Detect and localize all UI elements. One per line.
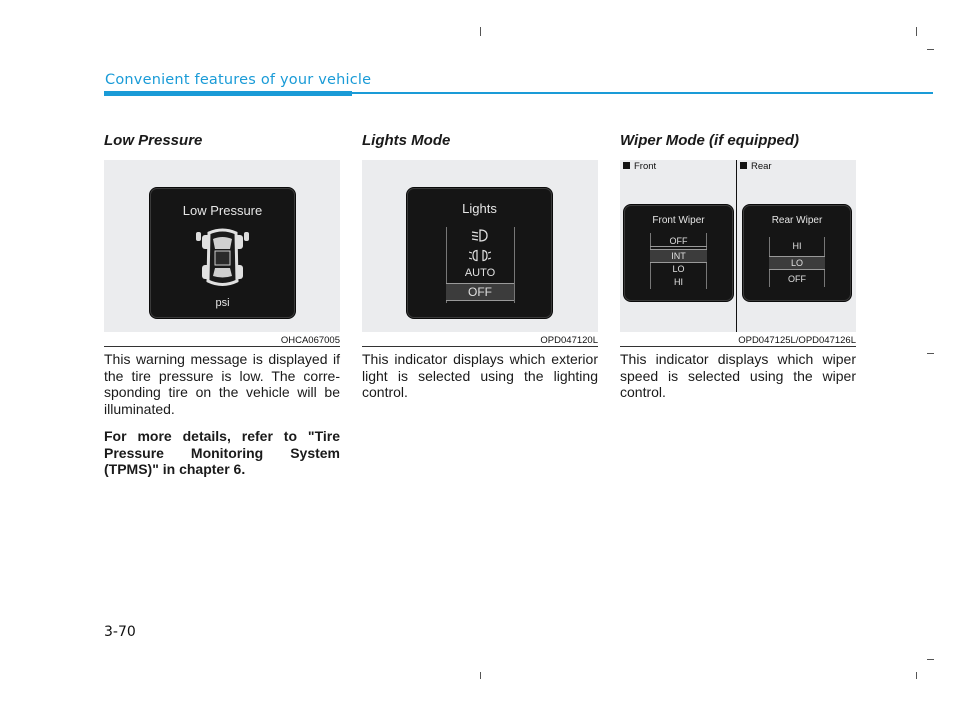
lights-option-off: OFF: [446, 283, 514, 301]
lights-panel-title: Lights: [462, 201, 497, 216]
legend-rear-label: Rear: [751, 161, 772, 172]
crop-mark: [927, 659, 934, 660]
front-wiper-title: Front Wiper: [652, 215, 705, 226]
rear-wiper-title: Rear Wiper: [771, 215, 823, 226]
crop-mark: [916, 672, 917, 679]
lights-mode-heading: Lights Mode: [362, 132, 451, 149]
low-pressure-heading: Low Pressure: [104, 132, 203, 149]
lights-panel: [407, 188, 552, 318]
unit-label: psi: [215, 297, 230, 309]
legend-rear: [740, 161, 772, 172]
wiper-mode-heading: Wiper Mode (if equipped): [620, 132, 800, 149]
parking-lamp-icon: [469, 249, 491, 262]
figure-code-rule: [362, 346, 598, 347]
header-rule: [352, 92, 933, 94]
low-pressure-body: This warning message is displayed if the tire pressure is low. The corre-sponding tire on the vehicle will be illuminated.: [104, 351, 340, 417]
crop-mark: [927, 353, 934, 354]
crop-mark: [480, 672, 481, 679]
figure-code-rule: [104, 346, 340, 347]
figure-code: OPD047125L/OPD047126L: [738, 335, 856, 346]
low-pressure-note: For more details, refer to "Tire Pressure Monitoring System (TPMS)" in chapter 6.: [104, 428, 340, 477]
crop-mark: [480, 27, 481, 36]
section-header: Convenient features of your vehicle: [105, 72, 372, 88]
front-option-hi: HI: [674, 277, 683, 287]
crop-mark: [927, 49, 934, 50]
figure-code: OHCA067005: [280, 335, 340, 346]
front-option-lo: LO: [672, 264, 685, 274]
low-pressure-panel: [150, 188, 295, 318]
legend-front-label: Front: [634, 161, 657, 172]
legend-square-icon: [623, 162, 630, 169]
option-divider-right: [514, 227, 515, 303]
low-pressure-panel-title: Low Pressure: [182, 203, 263, 218]
front-option-off: OFF: [650, 236, 707, 247]
low-beam-icon: [471, 229, 489, 242]
rear-option-hi: HI: [792, 241, 802, 251]
wiper-mode-figure: [620, 160, 856, 332]
figure-code: OPD047120L: [540, 335, 598, 346]
crop-mark: [916, 27, 917, 36]
rear-option-off: OFF: [788, 274, 806, 284]
lights-option-auto: AUTO: [464, 267, 496, 279]
front-option-int: INT: [650, 249, 707, 263]
low-pressure-figure: [104, 160, 340, 332]
legend-square-icon: [740, 162, 747, 169]
lights-mode-body: This indicator displays which exterior light is selected using the lighting control.: [362, 351, 598, 400]
wiper-mode-body: This indicator displays which wiper speed is selected using the wiper control.: [620, 351, 856, 400]
header-bar: [104, 91, 352, 96]
legend-divider: [736, 160, 737, 332]
figure-code-rule: [620, 346, 856, 347]
car-tire-icon: [195, 227, 250, 289]
page-number: 3-70: [104, 624, 136, 640]
lights-mode-figure: [362, 160, 598, 332]
rear-option-lo: LO: [769, 256, 825, 270]
legend-front: [623, 161, 656, 172]
rear-wiper-panel: [743, 205, 851, 301]
front-wiper-panel: [624, 205, 733, 301]
